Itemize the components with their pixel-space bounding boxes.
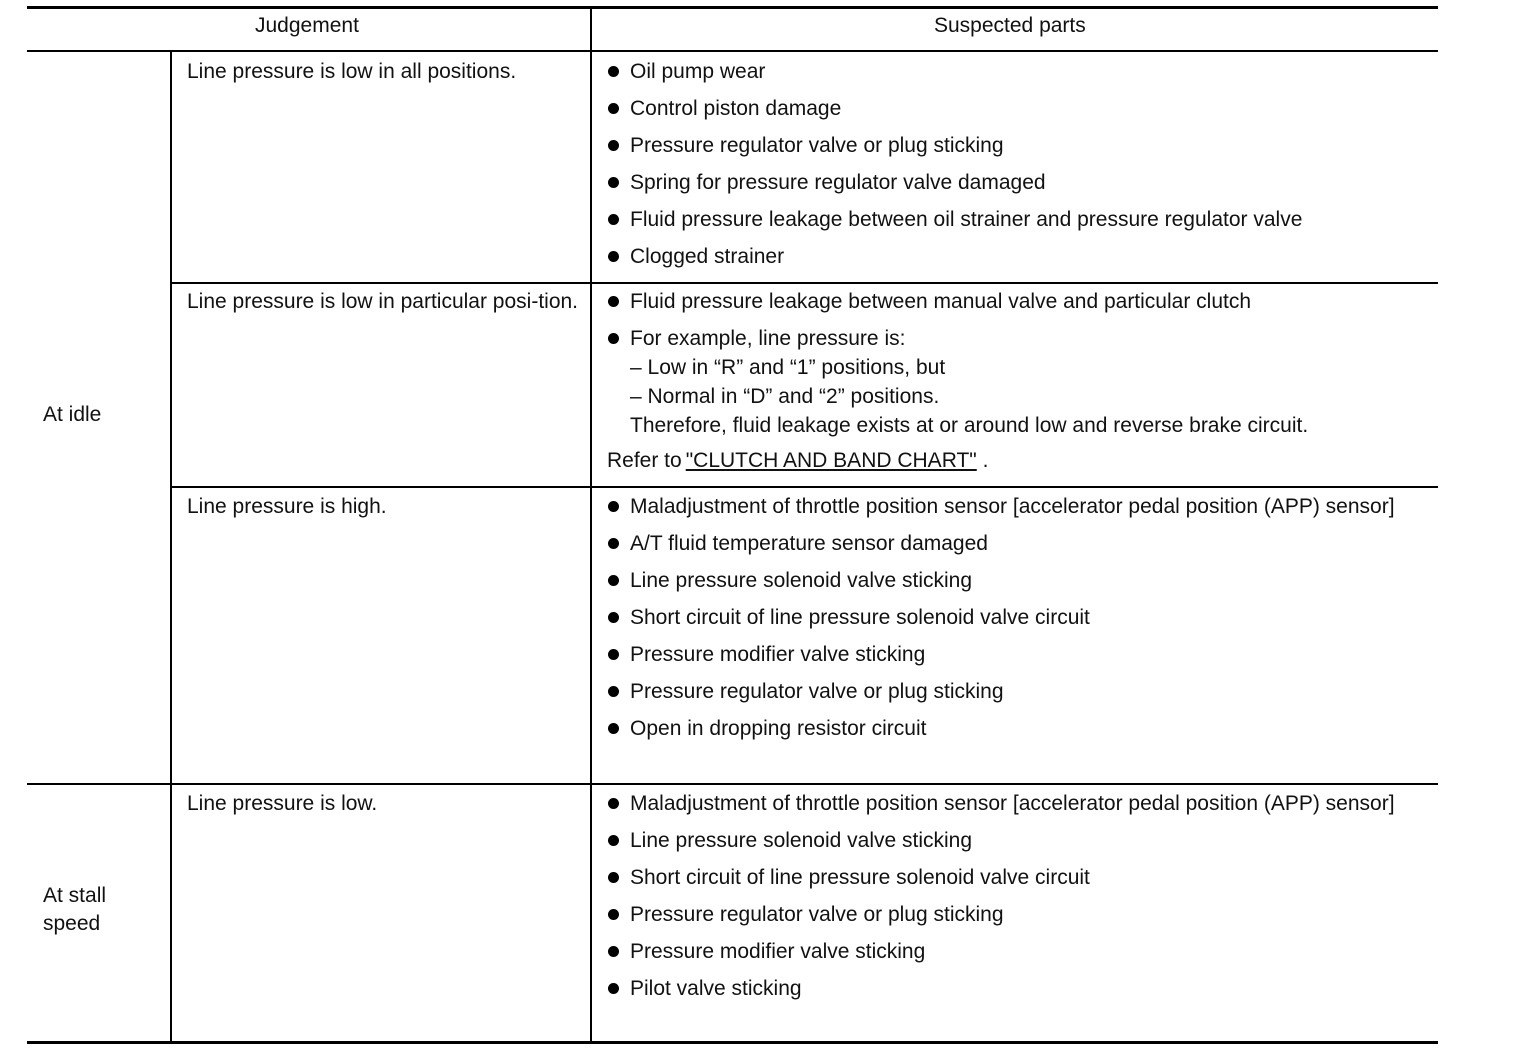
list-item: Clogged strainer — [607, 242, 1427, 271]
group-divider — [27, 783, 1438, 785]
list-item: Pilot valve sticking — [607, 974, 1427, 1003]
condition-line: speed — [43, 912, 101, 935]
clutch-band-chart-link[interactable]: "CLUTCH AND BAND CHART" — [685, 449, 977, 472]
list-item: Pressure regulator valve or plug sticking — [607, 900, 1427, 929]
list-item: Pressure modifier valve sticking — [607, 640, 1427, 669]
condition-line: At stall — [43, 884, 107, 907]
row-divider — [171, 486, 1438, 488]
bullet-icon — [608, 103, 619, 114]
list-item: Line pressure solenoid valve sticking — [607, 826, 1427, 855]
bullet-icon — [608, 835, 619, 846]
row-divider — [171, 282, 1438, 284]
list-item: Spring for pressure regulator valve damaged — [607, 168, 1427, 197]
refer-end: . — [982, 449, 989, 472]
list-item: Maladjustment of throttle position sensor [accelerator pedal position (APP) sensor] — [607, 492, 1427, 521]
list-item: Fluid pressure leakage between oil strainer and pressure regulator valve — [607, 205, 1427, 234]
list-item: Pressure modifier valve sticking — [607, 937, 1427, 966]
list-item: Pressure regulator valve or plug sticking — [607, 677, 1427, 706]
judgement-low-all-positions: Line pressure is low in all positions. — [187, 60, 517, 83]
judgement-low-particular-position — [187, 287, 582, 316]
condition-at-idle: At idle — [43, 403, 102, 426]
bullet-icon — [608, 946, 619, 957]
bullet-icon — [608, 140, 619, 151]
column-divider-parts — [590, 8, 592, 1042]
bullet-icon — [608, 333, 619, 344]
judgement-high: Line pressure is high. — [187, 495, 387, 518]
bullet-icon — [608, 686, 619, 697]
refer-note — [607, 446, 1427, 475]
bullet-icon — [608, 501, 619, 512]
bullet-icon — [608, 251, 619, 262]
list-item: Short circuit of line pressure solenoid valve circuit — [607, 603, 1427, 632]
bullet-icon — [608, 909, 619, 920]
refer-text: Refer to — [607, 449, 682, 472]
header-bottom-rule — [27, 50, 1438, 52]
list-item: Maladjustment of throttle position sensor [accelerator pedal position (APP) sensor] — [607, 789, 1427, 818]
column-divider-condition — [170, 51, 172, 1042]
list-item: A/T fluid temperature sensor damaged — [607, 529, 1427, 558]
bullet-icon — [608, 575, 619, 586]
bullet-icon — [608, 798, 619, 809]
example-conclusion: Therefore, fluid leakage exists at or around low and reverse brake circuit. — [630, 414, 1309, 437]
bullet-icon — [608, 177, 619, 188]
suspected-parts-cell — [607, 789, 1427, 1011]
bullet-icon — [608, 214, 619, 225]
judgement-text: Line pressure is low in particular posi-tion. — [187, 290, 579, 313]
bullet-icon — [608, 538, 619, 549]
header-suspected-parts: Suspected parts — [934, 14, 1086, 37]
bullet-icon — [608, 872, 619, 883]
bullet-icon — [608, 66, 619, 77]
condition-at-stall-speed — [43, 882, 106, 938]
list-item: Pressure regulator valve or plug sticking — [607, 131, 1427, 160]
header-judgement: Judgement — [255, 14, 359, 37]
bullet-icon — [608, 296, 619, 307]
example-low: – Low in “R” and “1” positions, but — [630, 356, 946, 379]
table-top-rule — [27, 6, 1438, 9]
bullet-icon — [608, 983, 619, 994]
suspected-parts-cell — [607, 492, 1427, 751]
bullet-icon — [608, 723, 619, 734]
judgement-low-stall: Line pressure is low. — [187, 792, 378, 815]
list-item-example — [607, 324, 1427, 440]
example-intro: For example, line pressure is: — [630, 327, 906, 350]
example-normal: – Normal in “D” and “2” positions. — [630, 385, 940, 408]
list-item: Short circuit of line pressure solenoid valve circuit — [607, 863, 1427, 892]
bullet-icon — [608, 649, 619, 660]
list-item: Fluid pressure leakage between manual valve and particular clutch — [607, 287, 1427, 316]
suspected-parts-cell — [607, 287, 1427, 475]
list-item: Control piston damage — [607, 94, 1427, 123]
bullet-icon — [608, 612, 619, 623]
list-item: Line pressure solenoid valve sticking — [607, 566, 1427, 595]
suspected-parts-cell — [607, 57, 1427, 279]
list-item: Oil pump wear — [607, 57, 1427, 86]
list-item: Open in dropping resistor circuit — [607, 714, 1427, 743]
table-bottom-rule — [27, 1041, 1438, 1044]
